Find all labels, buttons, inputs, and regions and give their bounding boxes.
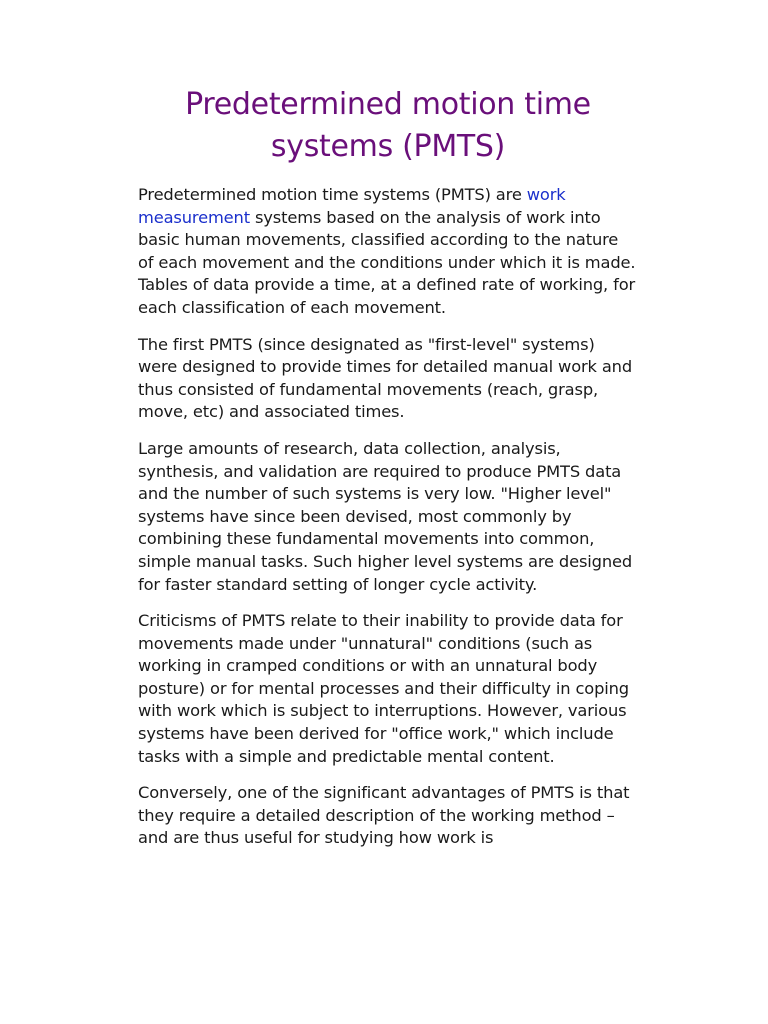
document-page xyxy=(138,84,638,864)
paragraph-3: Large amounts of research, data collection, analysis, synthesis, and validation are required to produce PMTS data and the number of such systems is very low. "Higher level" systems have since been devised, most commonly by combining these fundamental movements into common, simple manual tasks. Such higher level systems are designed for faster standard setting of longer cycle activity. xyxy=(138,438,633,594)
title-line-1: Predetermined motion time xyxy=(185,87,591,122)
paragraph-1-body: systems based on the analysis of work into basic human movements, classified according to the nature of each movement and the conditions under which it is made. Tables of data provide a time, at a defined rate of working, for each classification of each movement. xyxy=(138,207,636,317)
title-line-2: systems (PMTS) xyxy=(270,129,506,164)
paragraph-1 xyxy=(138,184,638,320)
paragraph-1-intro: Predetermined motion time systems (PMTS) are xyxy=(138,185,527,204)
page-title xyxy=(138,84,638,168)
paragraph-4: Criticisms of PMTS relate to their inability to provide data for movements made under "unnatural" conditions (such as working in cramped conditions or with an unnatural body posture) or for mental processes and their difficulty in coping with work which is subject to interruptions. However, various systems have been derived for "office work," which include tasks with a simple and predictable mental content. xyxy=(138,611,629,766)
work-measurement-link[interactable]: work measurement xyxy=(138,185,566,227)
paragraph-5: Conversely, one of the significant advantages of PMTS is that they require a detailed description of the working method – and are thus useful for studying how work is xyxy=(138,783,630,848)
paragraph-2: The first PMTS (since designated as "first-level" systems) were designed to provide times for detailed manual work and thus consisted of fundamental movements (reach, grasp, move, etc) and associated times. xyxy=(138,334,633,422)
